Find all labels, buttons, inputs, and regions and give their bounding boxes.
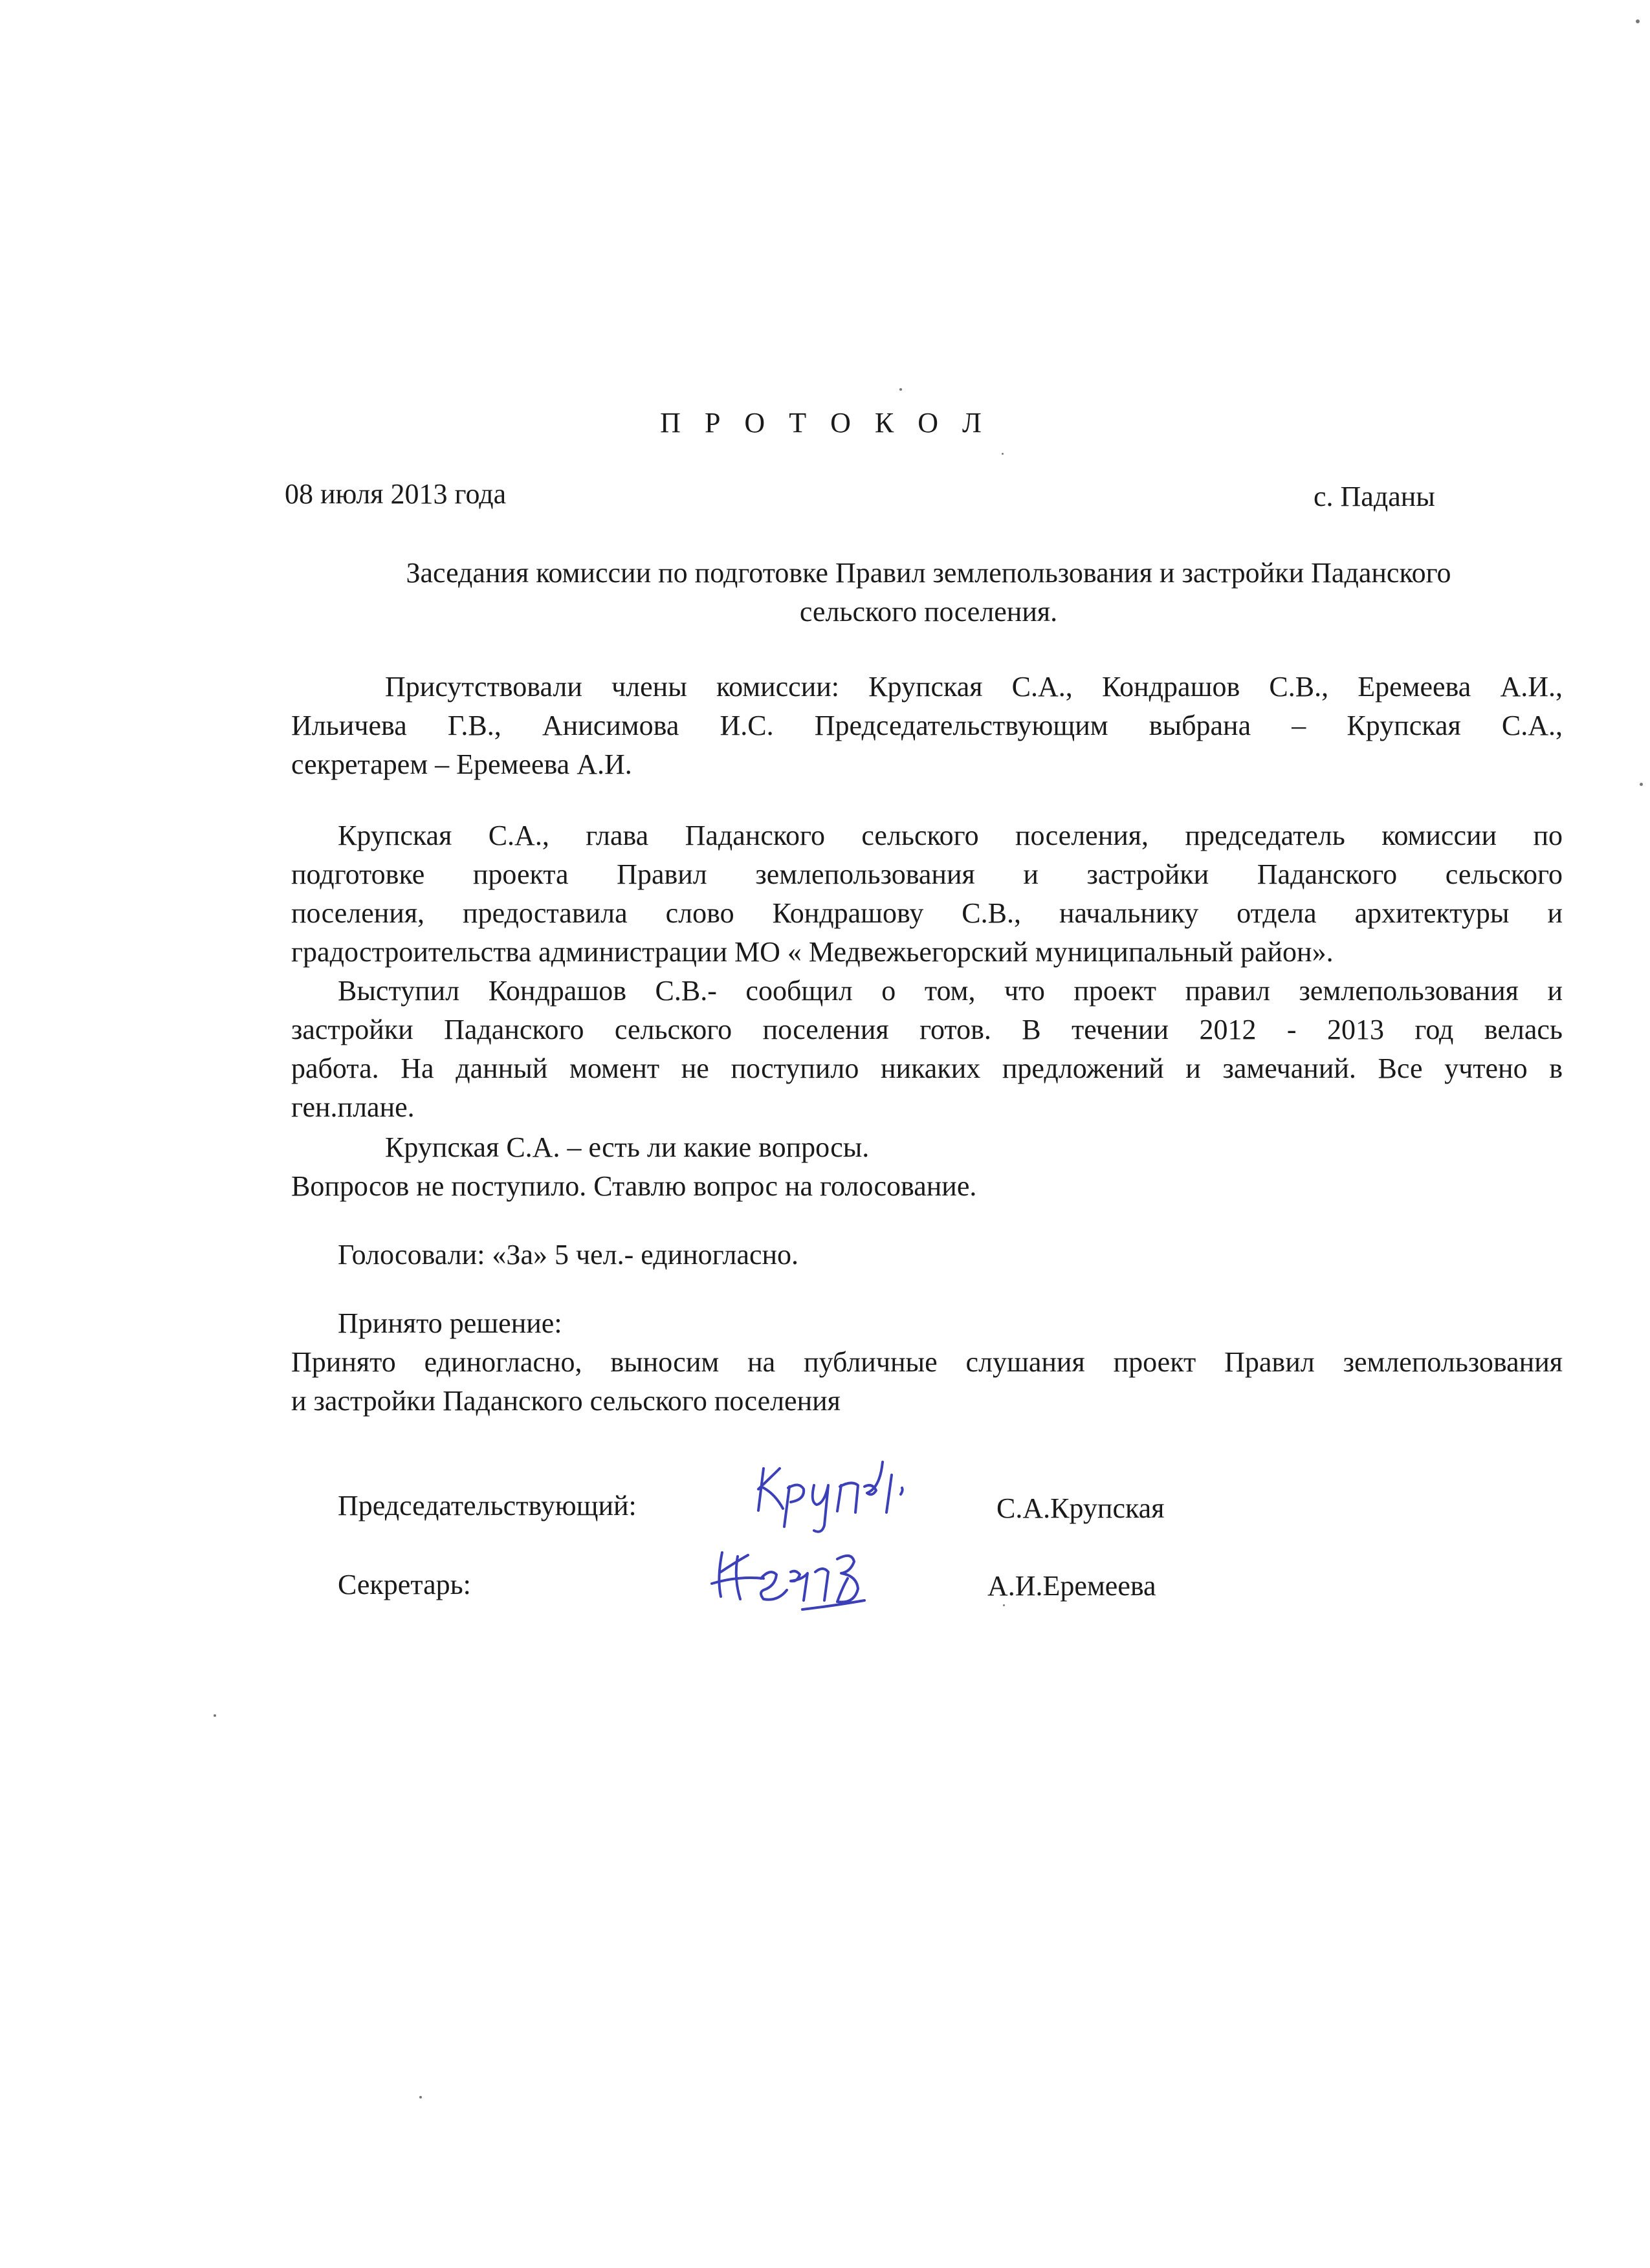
- scan-speck: [419, 2096, 422, 2099]
- secretary-label: Секретарь:: [338, 1569, 471, 1600]
- document-subject-line-2: сельского поселения.: [799, 596, 1058, 627]
- speech-line-1: Выступил Кондрашов С.В.- сообщил о том, что проект правил землепользования и: [338, 975, 1563, 1007]
- scan-speck: [1636, 19, 1640, 23]
- chair-name: С.А.Крупская: [996, 1492, 1165, 1524]
- document-title: П Р О Т О К О Л: [660, 407, 990, 439]
- speech-line-4: ген.плане.: [291, 1091, 415, 1123]
- intro-line-2: подготовке проекта Правил землепользования и застройки Паданского сельского: [291, 858, 1563, 890]
- speech-line-2: застройки Паданского сельского поселения готов. В течении 2012 - 2013 год велась: [291, 1014, 1563, 1045]
- chair-signature-icon: [744, 1449, 958, 1540]
- speech-line-3: работа. На данный момент не поступило никаких предложений и замечаний. Все учтено в: [291, 1052, 1563, 1084]
- document-subject-line-1: Заседания комиссии по подготовке Правил землепользования и застройки Паданского: [406, 557, 1451, 589]
- vote-line: Голосовали: «За» 5 чел.- единогласно.: [338, 1239, 799, 1270]
- attendance-line-3: секретарем – Еремеева А.И.: [291, 748, 632, 780]
- intro-line-4: градостроительства администрации МО « Медвежьегорский муниципальный район».: [291, 936, 1334, 968]
- intro-line-3: поселения, предоставила слово Кондрашову С.В., начальнику отдела архитектуры и: [291, 897, 1563, 929]
- attendance-line-1: Присутствовали члены комиссии: Крупская С.А., Кондрашов С.В., Еремеева А.И.,: [385, 671, 1563, 703]
- decision-line-2: и застройки Паданского сельского поселения: [291, 1385, 841, 1417]
- scan-speck: [1640, 783, 1643, 786]
- intro-line-1: Крупская С.А., глава Паданского сельского поселения, председатель комиссии по: [338, 820, 1563, 851]
- decision-line-1: Принято единогласно, выносим на публичные слушания проект Правил землепользования: [291, 1346, 1563, 1378]
- decision-label: Принято решение:: [338, 1307, 562, 1339]
- document-place: с. Паданы: [1314, 481, 1435, 512]
- scan-speck: [1002, 453, 1004, 455]
- no-questions-line: Вопросов не поступило. Ставлю вопрос на голосование.: [291, 1170, 977, 1202]
- scan-speck: [1003, 1604, 1005, 1606]
- attendance-line-2: Ильичева Г.В., Анисимова И.С. Председательствующим выбрана – Крупская С.А.,: [291, 710, 1563, 741]
- document-date: 08 июля 2013 года: [285, 478, 507, 510]
- scan-speck: [214, 1714, 216, 1717]
- secretary-signature-icon: [699, 1533, 906, 1624]
- scan-speck: [899, 388, 902, 391]
- question-line: Крупская С.А. – есть ли какие вопросы.: [385, 1131, 870, 1163]
- secretary-name: А.И.Еремеева: [987, 1570, 1156, 1602]
- chair-label: Председательствующий:: [338, 1490, 637, 1521]
